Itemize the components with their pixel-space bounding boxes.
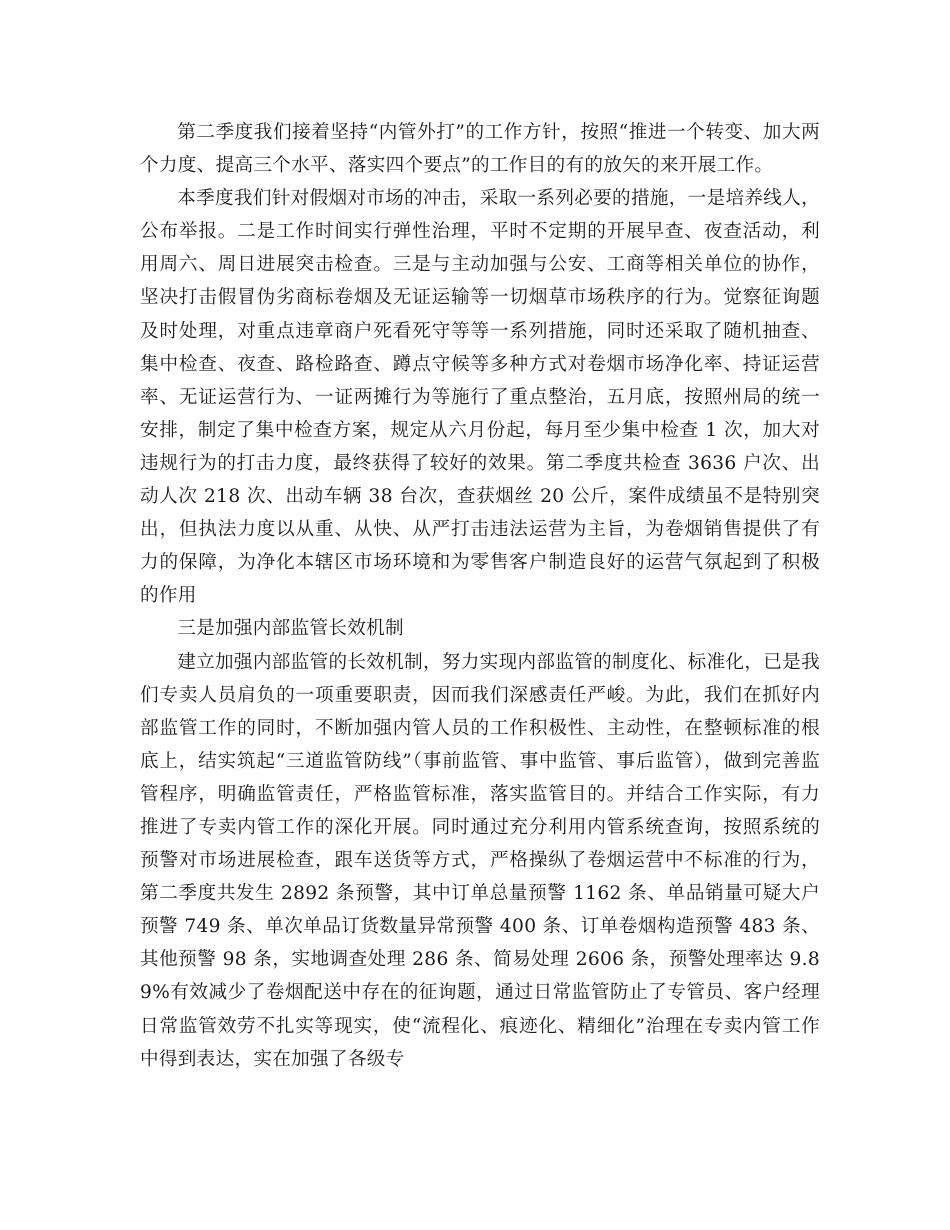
paragraph-work-policy: 第二季度我们接着坚持“内管外打”的工作方针，按照“推进一个转变、加大两个力度、提高三个水平、落实四个要点”的工作目的有的放矢的来开展工作。 bbox=[140, 122, 820, 177]
paragraph-market-enforcement: 本季度我们针对假烟对市场的冲击，采取一系列必要的措施，一是培养线人，公布举报。二是工作时间实行弹性治理，平时不定期的开展早查、夜查活动，利用周六、周日进展突击检查。三是与主动加强与公安、工商等相关单位的协作，坚决打击假冒伪劣商标卷烟及无证运输等一切烟草市场秩序的行为。觉察征询题及时处理，对重点违章商户死看死守等等一系列措施，同时还采取了随机抽查、集中检查、夜查、路检路查、蹲点守候等多种方式对卷烟市场净化率、持证运营率、无证运营行为、一证两摊行为等施行了重点整治，五月底，按照州局的统一安排，制定了集中检查方案，规定从六月份起，每月至少集中检查 1 次，加大对违规行为的打击力度，最终获得了较好的效果。第二季度共检查 3636 户次、出动人次 218 次、出动车辆 38 台次，查获烟丝 20 公斤，案件成绩虽不是特别突出，但执法力度以从重、从快、从严打击违法运营为主旨，为卷烟销售提供了有力的保障，为净化本辖区市场环境和为零售客户制造良好的运营气氛起到了积极的作用 bbox=[140, 188, 820, 607]
paragraph-internal-supervision: 建立加强内部监管的长效机制，努力实现内部监管的制度化、标准化，已是我们专卖人员肩负的一项重要职责，因而我们深感责任严峻。为此，我们在抓好内部监管工作的同时，不断加强内管人员的工作积极性、主动性，在整顿标准的根底上，结实筑起“三道监管防线”（事前监管、事中监管、事后监管），做到完善监管程序，明确监管责任，严格监管标准，落实监管目的。并结合工作实际，有力推进了专卖内管工作的深化开展。同时通过充分利用内管系统查询，按照系统的预警对市场进展检查，跟车送货等方式，严格操纵了卷烟运营中不标准的行为，第二季度共发生 2892 条预警，其中订单总量预警 1162 条、单品销量可疑大户预警 749 条、单次单品订货数量异常预警 400 条、订单卷烟构造预警 483 条、其他预警 98 条，实地调查处理 286 条、简易处理 2606 条，预警处理率达 9.89%有效减少了卷烟配送中存在的征询题，通过日常监管防止了专管员、客户经理日常监管效劳不扎实等现实，使“流程化、痕迹化、精细化”治理在专卖内管工作中得到表达，实在加强了各级专 bbox=[140, 651, 820, 1070]
section-heading-internal-supervision: 三是加强内部监管长效机制 bbox=[177, 618, 404, 640]
document-body bbox=[140, 116, 820, 1076]
